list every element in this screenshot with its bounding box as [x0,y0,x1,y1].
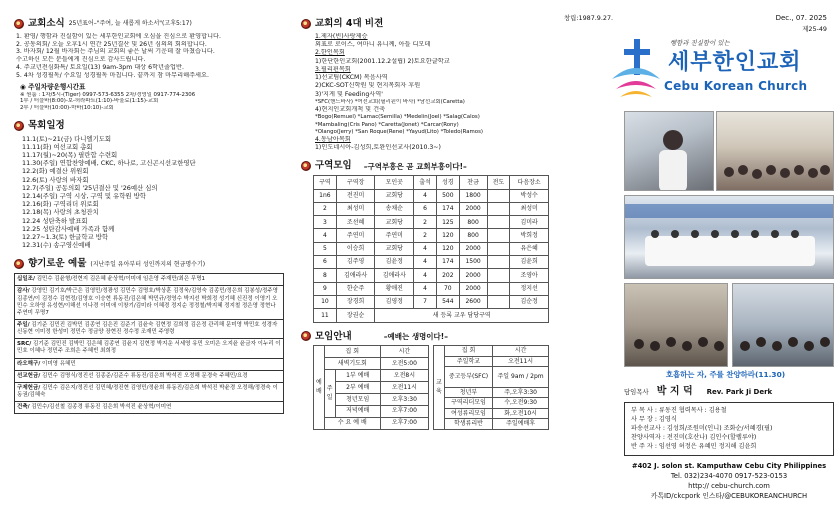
meeting-name: 2부 예배 [335,382,380,394]
table-cell: 1500 [459,256,487,269]
news-title: 교회소식 [28,18,65,29]
table-cell: 125 [436,216,459,229]
pastor-label: 담임목사 [624,388,649,396]
offering-header [14,258,284,270]
meeting-time: 오후7:00 [380,417,428,429]
news-item: 4. 주교년전심화특/ 토요일(13) 9am-3pm 대상 6학년졸업반. [16,63,184,71]
meeting-time: 오전5:00 [380,358,428,370]
transport-block [14,83,284,111]
photo-choir [624,195,834,279]
social-ids: 카톡ID/ckcpork 인스타/@CEBUKOREANCHURCH [650,491,808,500]
column-header: 성경 [436,176,459,189]
staff-box [624,402,834,457]
meeting-time: 오전11시 [380,382,428,394]
issue-number: 제25-49 [802,24,827,33]
transport-title: ◉ 주일차량운행시간표 [20,83,86,92]
church-name-ko: 세부한인교회 [668,49,802,75]
table-row [314,295,549,308]
schedule-list [14,135,284,250]
person-icon [625,112,714,191]
vision-item: 1.제자(빈)사랑제승 [315,32,368,40]
table-cell: 2 [414,216,437,229]
schedule-item: 12.2(화) 예결산 위원회 [22,167,89,176]
meeting-time: 화,오전10시 [493,408,549,418]
table-cell: 김윤정 [375,256,414,269]
vision-item: 4)현지인교회개척 및 건축 [315,106,386,114]
meeting-time: 주일예배후 [493,419,549,429]
table-cell [487,229,510,242]
bullet-icon [14,121,24,131]
table-cell: 김윤희 [510,256,549,269]
transport-note: ※ 원룸 : 1차/5시-(Tiger) 0997-573-6355 2차/경영일 0917-774-2306 [20,91,196,98]
table-cell: 김영정 [375,295,414,308]
photo-preacher [624,111,714,191]
table-cell: 황애진 [375,282,414,295]
table-cell: 장권순 [336,309,375,322]
offering-row: 선교헌금/ 김민수 김명식/정진선 김종준/김준수 류동진/김은희 박석진 오정해 문경숙 주혜민/요경 [15,371,283,383]
news-item: 수고하신 모든 분들에게 진심으로 감사드립니다. [16,56,146,64]
meetings-tables [313,345,550,429]
table-cell: 3 [314,216,337,229]
meeting-name: 구역리더모임 [444,398,492,408]
crowd-icon [717,112,834,191]
table-cell: 1n6 [314,189,337,202]
column-header: 다음장소 [510,176,549,189]
table-cell: 최성미 [336,202,375,215]
meetings-title: 모임안내 [315,330,352,342]
offering-row: 구제헌금/ 김민수 김은지/정진선 김민혜/정진현 김영민/정윤희 류동진/김은희 박석진 박윤경 오정해/정경숙 이동권/김혜숙 [15,383,283,402]
table-cell: 4 [414,256,437,269]
schedule-header [14,120,284,132]
table-cell: 주연미 [336,229,375,242]
table-row [314,216,549,229]
table-cell [487,189,510,202]
meetings-header [301,331,550,343]
table-cell: 김순정 [510,295,549,308]
vision-item: *Bogo(Remuel) *Lamac(Semilla) *Medelin(Joel) *Salag(Calos) [315,114,480,121]
schedule-item: 12.27~1.3(토) 한글학교 방학 [22,232,109,241]
column-header: 구역 [314,176,337,189]
table-cell: 김주영 [336,256,375,269]
vision-item: 2.한인목회 [315,49,345,57]
church-logo-icon [606,35,666,101]
meeting-time: 주일 9am / 2pm [493,367,549,388]
table-cell: 174 [436,256,459,269]
vision-item: 4.동남아목회 [315,135,351,143]
table-cell: 8 [314,269,337,282]
table-cell: 1800 [459,189,487,202]
worship-label: 예배 [314,346,325,429]
table-row [314,202,549,215]
meeting-name: 새벽기도회 [324,358,380,370]
news-header [14,18,284,30]
meeting-time: 오후3:30 [380,393,428,405]
table-cell: 4 [414,269,437,282]
schedule-item: 12.24 성탄축하 발표회 [22,216,88,225]
table-cell [487,256,510,269]
table-cell: 2600 [459,295,487,308]
schedule-item: 12.14(주일) 구역 시상, 구역 및 유학원 방학 [22,192,146,201]
column-header: 구역장 [336,176,375,189]
table-cell: 2 [414,229,437,242]
middle-column [293,0,554,515]
schedule-item: 11.11(화) 여선교회 총회 [22,142,93,151]
offering-subtitle: (지난주일 유아부터 성인까지의 현금명수기) [90,260,206,268]
schedule-item: 12.31(수) 송구영신예배 [22,241,91,250]
table-cell: 김애라사 [336,269,375,282]
meeting-name: 여성류리모임 [444,408,492,418]
table-cell: 9 [314,282,337,295]
table-cell [487,216,510,229]
table-cell: 조영아 [510,269,549,282]
table-row [314,189,549,202]
meeting-name: 청년모임 [335,393,380,405]
vision-title: 교회의 4대 비젼 [315,18,384,29]
offering-row: 십일조/ 김민수 김윤형/전현지 김은혜 윤상혁/이미애 임은영 주재만/최은 무명1 [15,274,283,286]
district-table [313,175,549,322]
meeting-name: 중고등부(SFC) [444,367,492,388]
crowd-icon [733,284,834,367]
schedule-item: 12.25 성탄감사예배 가족과 함께 [22,224,115,233]
column-header: 시간 [493,346,549,356]
meeting-name: 1부 예배 [335,370,380,382]
news-item: 1. 환영/ 행함과 진실함이 있는 세부한인교회에 오심을 진심으로 환영합니다. [16,32,222,40]
logo-block [564,35,827,105]
slogan: 행함과 진실함이 있는 [670,38,730,47]
meeting-name: 학생류리반 [444,419,492,429]
bullet-icon [14,259,24,269]
table-cell: 120 [436,229,459,242]
table-cell: 2000 [459,242,487,255]
meeting-name: 수 요 예 배 [324,417,380,429]
column-header: 찬금 [459,176,487,189]
table-cell: 한순주 [336,282,375,295]
table-cell: 70 [436,282,459,295]
left-column [0,0,290,515]
masthead-top [564,14,827,23]
table-cell: 202 [436,269,459,282]
crowd-icon [625,284,728,367]
table-cell [487,242,510,255]
table-cell: 김애라사 [375,269,414,282]
car-icon: ◉ [20,83,29,92]
table-cell [487,269,510,282]
table-cell [487,282,510,295]
table-cell: 박희정 [510,229,549,242]
vision-item: 1)인도네시아-김성희,토완인선교사(2010.3~) [315,144,441,152]
table-cell: 정지선 [510,282,549,295]
offering-row: 감사/ 강영민 김기호/박근은 김영민/정광성 김민수 김명호/박상훈 김정욱/김영숙 김종민/정은희 김봉성/정주영 김종연/이 김정수 김현정/김영호 이승현 류동진/김은혜 박민규/정영수 박지선 박희정 성기혜 신진정 이영기 오민수 오하영 유성현/이해선 이나경 이미애 이창기/김미라 이혜경 정지순 정정철/박지혜 정지철 정은영 정현나 주연미 무명7 [15,286,283,320]
table-cell: 2000 [459,202,487,215]
pastor-name-en: Rev. Park Ji Derk [706,388,773,396]
table-cell: 6 [414,202,437,215]
vision-item: *SFC(핸드바사) *여선교회(필리핀이 바사) *남선교회(Caretta) [315,98,465,105]
transport-line: 2부 / 터블바(10:00)-마바(10:10)-교회 [20,105,114,112]
table-cell: 최성미 [510,202,549,215]
vision-item: *Olango(Jerry) *San Roque(Rene) *Yayud(Lito) *Toledo(Ramos) [315,128,484,135]
sunday-label: 주일 [324,370,335,418]
meeting-time: 오전8시 [380,370,428,382]
district-title: 구역모임 [315,160,352,172]
schedule-item: 12.6(토) 사랑의 바자회 [22,175,89,184]
table-cell: 조선혜 [336,216,375,229]
table-row [314,309,549,322]
table-cell: 2000 [459,282,487,295]
news-list [14,33,284,80]
vision-item: *Mambaling(Cris Pano) *Caretta(Jonet) *Carcar(Rony) [315,121,459,128]
founded-date: 창립:1987.9.27. [564,14,614,22]
column-header: 출석 [414,176,437,189]
meetings-right-table [433,345,549,429]
news-item: 3. 바자회/ 12월 바자회는 주님의 교회의 좋은 날써 기운데 잘 마쳤습니다. [16,48,215,56]
staff-row: 파송선교사 : 김성희/조원미(인니) 조화순/서혜경(필) [631,424,773,432]
table-cell: 10 [314,295,337,308]
table-cell: 장경희 [336,295,375,308]
meeting-time: 오전11시 [493,356,549,366]
table-cell: 120 [436,242,459,255]
column-header: 집 회 [324,346,380,358]
table-cell: 4 [414,242,437,255]
vision-header [301,18,550,30]
table-cell: 4 [414,189,437,202]
meeting-time: 오후7:00 [380,405,428,417]
bullet-icon [301,331,311,341]
schedule-item: 11.30(주일) 연합찬양예배, CKC, 하나로, 고신곤시선교한영단 [22,159,196,168]
pastor-line [624,386,827,399]
bullet-icon [301,161,311,171]
table-cell: 교회당 [375,216,414,229]
table-cell: 박성수 [510,189,549,202]
offering-row: 주일/ 김기준 김민진 김박민 김종연 김은진 김준기 김윤숙 김현정 김희정 김은정 관리해 문미영 박민호 성경자 신동현 이미정 한성미 정민수 정금양 장현진 정수정 조재민 주영령 [15,320,283,339]
news-item: 5. 4차 성경필독/ 수요일 성경필독 마칩니다. 끝까지 참 마무리해주세요. [16,71,209,79]
table-cell: 544 [436,295,459,308]
staff-row: 부 목 사 : 류동진 협력목사 : 김용철 [631,406,727,414]
vision-item: 1)선교팀(CKCM) 복음사역 [315,74,388,82]
vision-item: 3.필리핀목회 [315,65,351,73]
meetings-left-table [313,345,429,429]
meeting-name: 주일학교 [444,356,492,366]
website-link[interactable]: http:// cebu-church.com [688,481,770,490]
table-cell: 주연미 [375,229,414,242]
choir-icon [625,196,834,279]
vision-item: 1)한단한인교회(2001.12.2설립) 2)토요한글학교 [315,57,450,65]
column-header: 모인곳 [375,176,414,189]
offering-row: SRC/ 김기준 김민진 김박민 김은혜 김종연 김윤지 김현정 박지운 서세영 유민 오미은 오지윤 윤금자 이누리 이민호 이혜나 정민주 조희은 주혜빈 최희정 [15,339,283,358]
table-cell: 6 [314,256,337,269]
contact-block [624,462,834,501]
news-subtitle: 25년표어–"주여, 늘 새롭게 하소서"(고후5:17) [68,20,192,28]
offering-title: 향기로운 예물 [28,258,87,270]
district-subtitle: –구역부흥은 곧 교회부흥이다!– [363,161,467,171]
staff-row: 반 주 자 : 임선영 허정은 유혜민 정지해 김윤희 [631,442,757,450]
photo-collage [564,111,827,367]
table-cell: 교회당 [375,242,414,255]
meeting-time: 수,오전9:30 [493,398,549,408]
table-cell: 800 [459,216,487,229]
offering-row: 라오해구/ 이미영 유혜민 [15,359,283,371]
photo-congregation [716,111,834,191]
offering-box [14,273,284,414]
vision-item: 외표로 로이스, 여마니 유니께, 아들 디모데 [315,41,431,49]
table-cell: 새 등록 교우 담당구역 [375,309,549,322]
meetings-subtitle: –예배는 생명이다!– [383,331,448,341]
table-cell [487,295,510,308]
photo-caption: 호흡하는 자, 주를 찬양하라(11.30) [665,369,786,379]
table-cell: 800 [459,229,487,242]
right-column [560,0,835,515]
table-cell: 2000 [459,269,487,282]
telephone: Tel. 032)234-4070 0917-523-0153 [670,471,788,480]
news-item: 2. 공동의회/ 오늘 오후1시 연간 25년결산 및 26년 심의의 회의합니다. [16,40,207,48]
vision-item: 3)'지게 및 Feeding사역' [315,90,383,98]
table-row [314,229,549,242]
vision-item: 2)CKC-SOT신학원 및 현지목회자 후원 [315,82,421,90]
table-cell: 송채순 [375,202,414,215]
table-cell: 4 [414,282,437,295]
bullet-icon [14,19,24,29]
meeting-name: 청년부 [444,387,492,397]
school-label: 교육 [434,346,445,429]
transport-line: 1부 / 터블바(8:00)-보-허라파트(1:10)-바울료(1:15)-교회 [20,98,159,105]
table-cell: 7 [414,295,437,308]
table-cell: 174 [436,202,459,215]
table-cell: 5 [314,242,337,255]
table-row [314,282,549,295]
schedule-title: 목회일정 [28,119,65,131]
photo-worship-right [732,283,834,367]
staff-row: 찬양사역자 : 전진미(호산나) 김인수(할렐루야) [631,433,757,441]
table-cell: 교회당 [375,189,414,202]
column-header: 집 회 [444,346,492,356]
schedule-item: 11.1(토)~21(금) 다니엘기도회 [22,134,112,143]
table-cell: 500 [436,189,459,202]
pastor-name: 박 지 덕 [656,386,693,397]
bullet-icon [301,19,311,29]
schedule-item: 12.18(목) 사랑의 초청잔치 [22,208,99,217]
address: #402 J. solon st. Kamputhaw Cebu City Philippines [631,462,827,471]
church-name-en: Cebu Korean Church [664,78,808,93]
schedule-item: 12.7(주일) 공동의회 '25년결산 및 '26예산 심의 [22,183,158,192]
table-cell [487,202,510,215]
table-row [314,269,549,282]
table-cell: 유은혜 [510,242,549,255]
column-header: 시간 [380,346,428,358]
table-cell: 11 [314,309,337,322]
table-cell: 이승희 [336,242,375,255]
staff-row: 사 무 장 : 김영식 [631,415,677,423]
table-cell: 4 [314,229,337,242]
table-header-row [314,176,549,189]
issue-date: Dec., 07. 2025 [775,14,827,22]
schedule-item: 11.17(월)~20(목) 필란합 수련회 [22,151,118,160]
meeting-name: 저녁예배 [335,405,380,417]
table-row [314,242,549,255]
table-row [314,256,549,269]
photo-worship-left [624,283,728,367]
table-cell: 김미라 [510,216,549,229]
district-header [301,160,550,172]
table-cell: 전진미 [336,189,375,202]
offering-row: 건축/ 김민수/김선철 김종경 류동진 김은희 박석진 윤상혁/이미연 [17,404,172,411]
schedule-item: 12.16(화) 구역리더 위로회 [22,200,99,209]
vision-list [301,33,550,153]
district-table-body [314,189,549,322]
column-header: 전도 [487,176,510,189]
meeting-time: 주,오후3:30 [493,387,549,397]
table-cell: 2 [314,202,337,215]
